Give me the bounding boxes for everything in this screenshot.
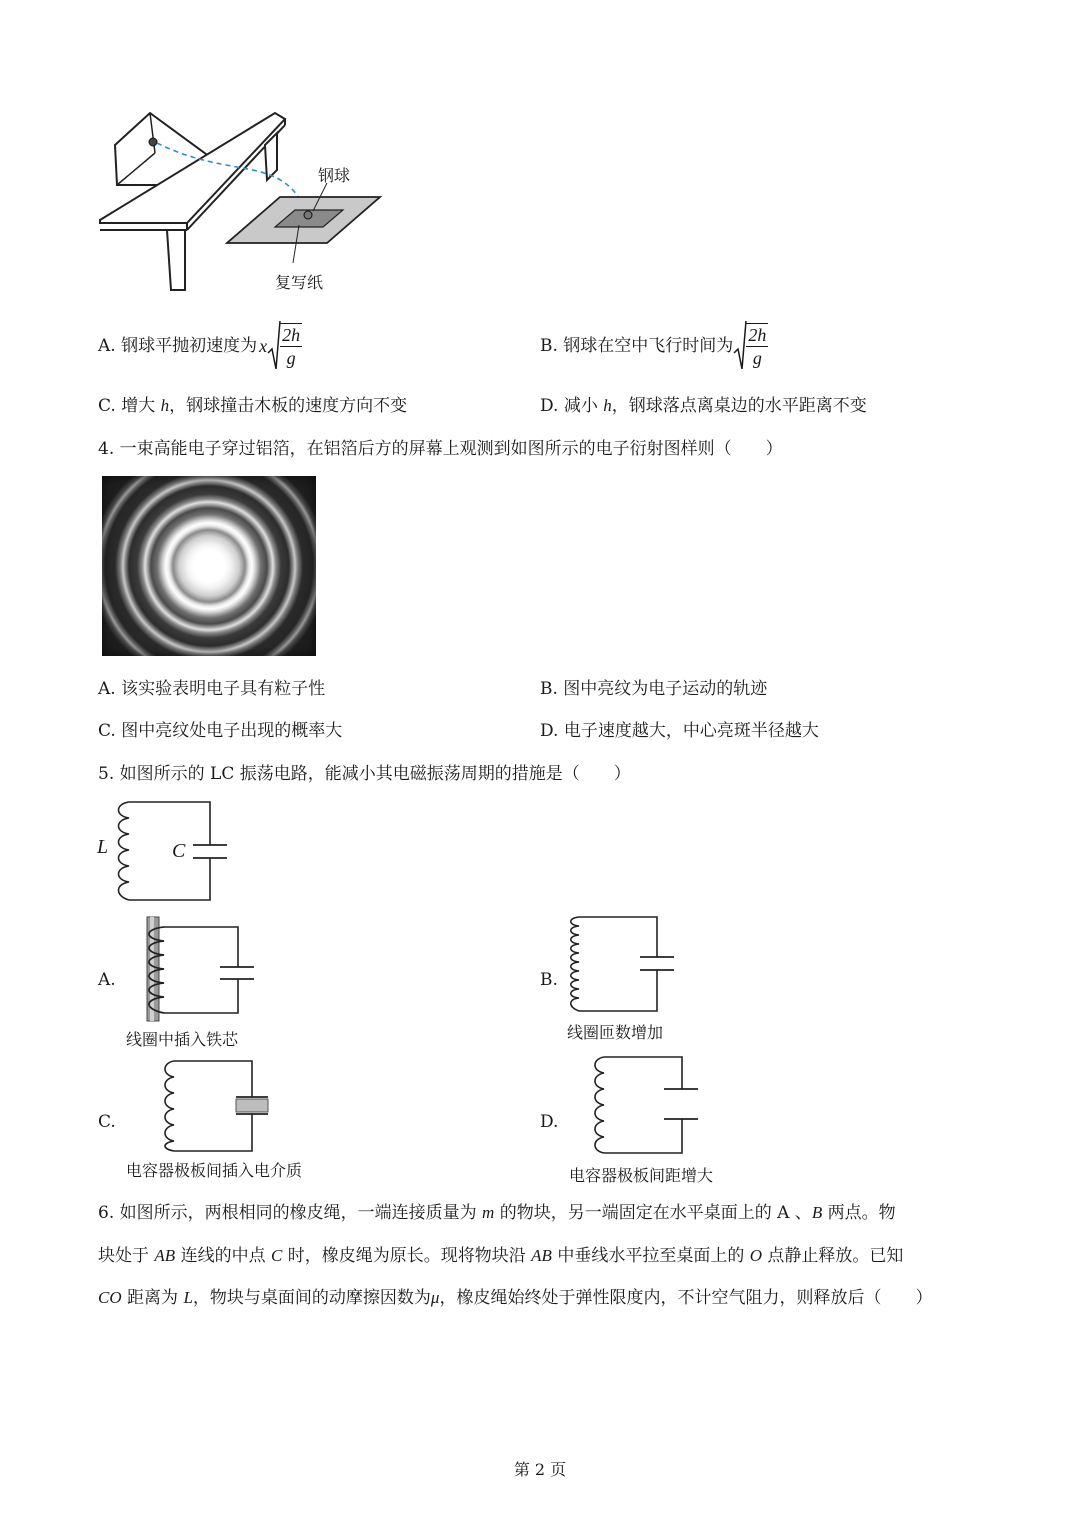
q6-line-1 (98, 1201, 896, 1225)
inductor-label: L (97, 836, 109, 858)
q6-var-mu: μ (430, 1288, 440, 1307)
q4-stem: 4. 一束高能电子穿过铝箔，在铝箔后方的屏幕上观测到如图所示的电子衍射图样则（ ） (98, 439, 783, 459)
q3-option-a[interactable] (98, 318, 302, 374)
page-number: 第 2 页 (513, 1460, 567, 1479)
fraction-denominator: g (752, 348, 762, 368)
q6-text: 中垂线水平拉至桌面上的 (551, 1246, 750, 1266)
circuit-iron-core (140, 915, 260, 1025)
q3-option-a-text: A. 钢球平抛初速度为 (98, 336, 258, 356)
q3-option-b[interactable] (540, 318, 768, 374)
capacitor-label: C (172, 840, 186, 862)
q3-option-c-var: h (160, 396, 170, 415)
circuit-more-turns (565, 915, 680, 1015)
q6-var-b: B (811, 1203, 823, 1222)
q5-option-a-letter[interactable]: A. (98, 970, 116, 990)
q6-text: 6. 如图所示，两根相同的橡皮绳，一端连接质量为 (98, 1203, 483, 1223)
q6-text: 两点。物 (822, 1203, 896, 1223)
q6-text: 的物块，另一端固定在水平桌面上的 A 、 (494, 1203, 812, 1223)
q6-var-ab: AB (154, 1246, 176, 1265)
q5-option-d-caption: 电容器极板间距增大 (569, 1166, 714, 1185)
q4-option-d[interactable]: D. 电子速度越大，中心亮斑半径越大 (540, 721, 819, 741)
circuit-plate-spacing (590, 1053, 705, 1158)
fraction-denominator: g (286, 348, 296, 368)
sqrt-expression (733, 319, 768, 373)
q3-option-d-pre: D. 减小 (540, 396, 604, 416)
q6-var-m: m (482, 1203, 495, 1222)
q5-option-b-caption: 线圈匝数增加 (567, 1023, 664, 1042)
q5-option-c-caption: 电容器极板间插入电介质 (126, 1161, 303, 1180)
q6-line-3 (98, 1286, 932, 1310)
q3-option-d[interactable] (540, 394, 867, 418)
carbon-paper-label: 复写纸 (275, 273, 324, 292)
q3-option-b-text: B. 钢球在空中飞行时间为 (540, 336, 734, 356)
q3-option-d-var: h (603, 396, 612, 415)
q6-text: ，橡皮绳始终处于弹性限度内，不计空气阻力，则释放后（ ） (439, 1288, 933, 1308)
q5-option-b-letter[interactable]: B. (540, 970, 558, 990)
q6-text: 距离为 (121, 1288, 184, 1308)
fraction-numerator: 2h (282, 325, 301, 345)
q4-option-b[interactable]: B. 图中亮纹为电子运动的轨迹 (540, 679, 768, 699)
q6-text: ，物块与桌面间的动摩擦因数为 (192, 1288, 431, 1308)
q5-option-c-letter[interactable]: C. (98, 1112, 116, 1132)
q6-line-2 (98, 1244, 903, 1268)
q5-stem: 5. 如图所示的 LC 振荡电路，能减小其电磁振荡周期的措施是（ ） (98, 764, 631, 784)
q3-option-a-var: x (259, 336, 268, 356)
q6-var-o: O (749, 1246, 763, 1265)
ball-label: 钢球 (318, 166, 351, 185)
circuit-dielectric (160, 1057, 275, 1155)
q4-option-a[interactable]: A. 该实验表明电子具有粒子性 (98, 679, 326, 699)
q3-option-d-post: ，钢球落点离桌边的水平距离不变 (611, 396, 867, 416)
q6-text: 块处于 (98, 1246, 155, 1266)
q6-var-c: C (271, 1246, 283, 1265)
sqrt-expression (267, 319, 302, 373)
q5-option-d-letter[interactable]: D. (540, 1112, 559, 1132)
fraction-numerator: 2h (748, 325, 767, 345)
q6-var-co: CO (98, 1288, 122, 1307)
electron-diffraction-image (102, 476, 316, 656)
q3-option-c[interactable] (98, 394, 407, 418)
q4-option-c[interactable]: C. 图中亮纹处电子出现的概率大 (98, 721, 343, 741)
q3-option-c-pre: C. 增大 (98, 396, 161, 416)
q6-text: 连线的中点 (175, 1246, 271, 1266)
q5-option-a-caption: 线圈中插入铁芯 (126, 1030, 239, 1049)
q6-text: 时，橡皮绳为原长。现将物块沿 (282, 1246, 532, 1266)
q3-option-c-post: ，钢球撞击木板的速度方向不变 (169, 396, 408, 416)
q6-text: 点静止释放。已知 (762, 1246, 904, 1266)
q6-var-ab: AB (531, 1246, 552, 1265)
projectile-apparatus-figure (95, 105, 395, 295)
q6-var-l: L (183, 1288, 193, 1307)
